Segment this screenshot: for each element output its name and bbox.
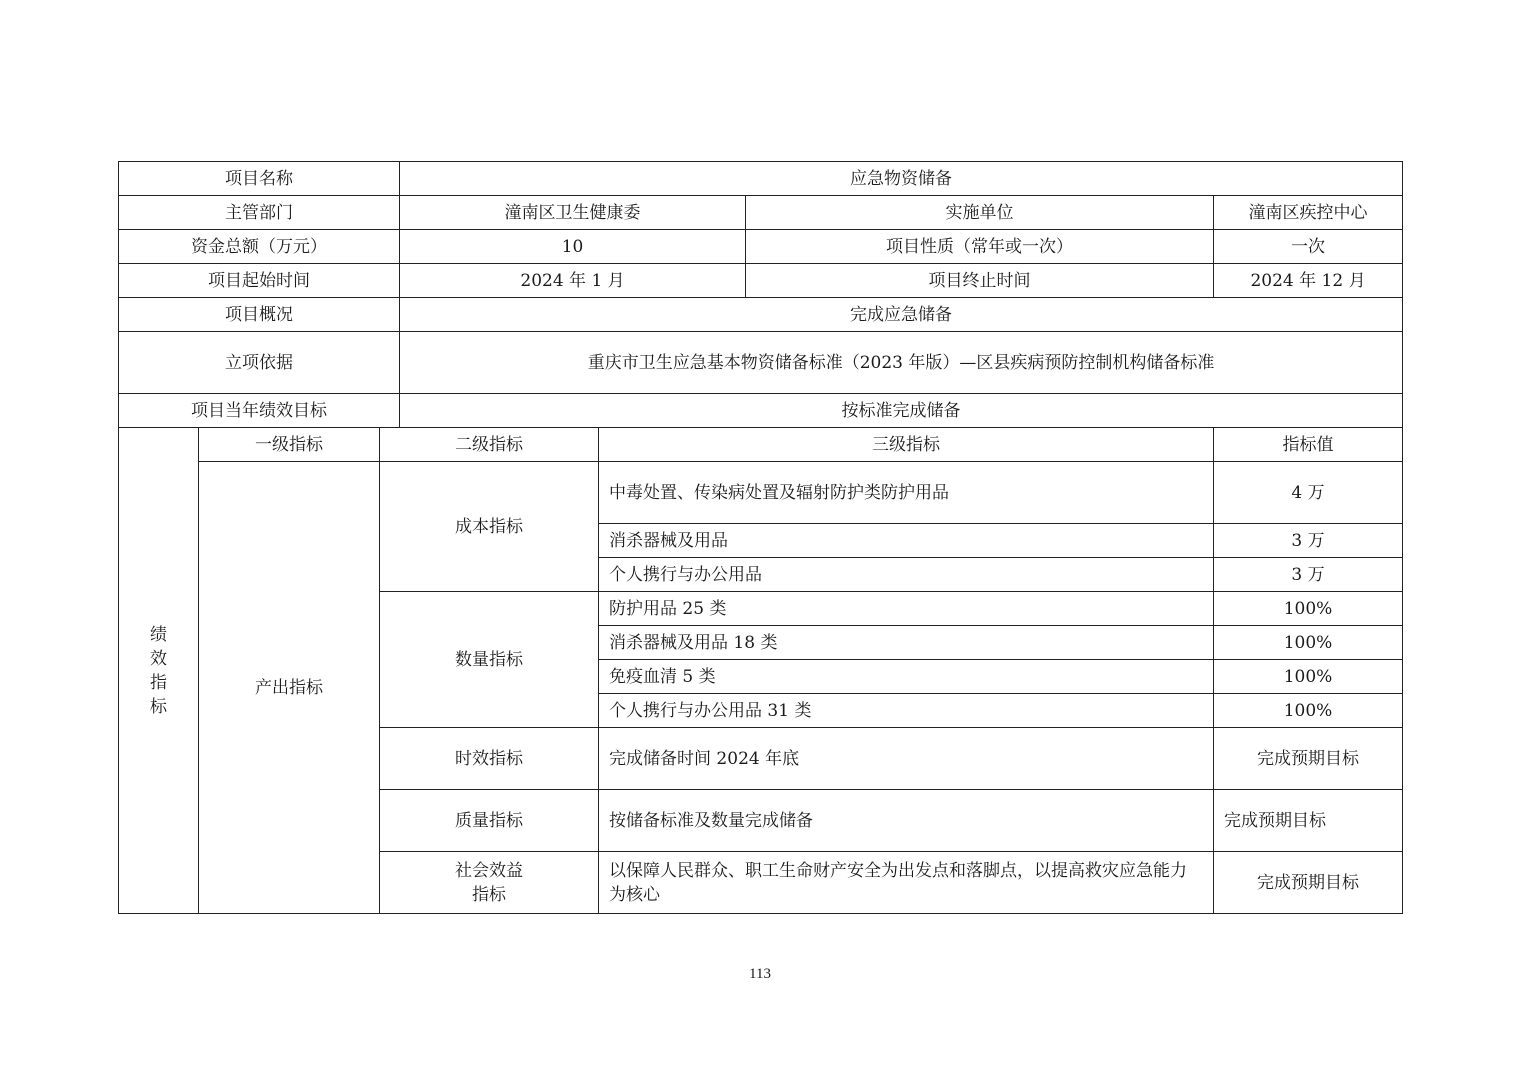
social-label-line1: 社会效益 bbox=[455, 860, 524, 881]
basis-label: 立项依据 bbox=[119, 332, 400, 394]
level2-quantity: 数量指标 bbox=[380, 592, 599, 728]
quantity-value-4: 100% bbox=[1214, 694, 1403, 728]
performance-indicator-side-label bbox=[119, 428, 199, 914]
table-row bbox=[119, 462, 1403, 524]
quantity-item-3: 免疫血清 5 类 bbox=[599, 660, 1214, 694]
row-department bbox=[119, 196, 1403, 230]
timeliness-item: 完成储备时间 2024 年底 bbox=[599, 728, 1214, 790]
side-char-2: 效 bbox=[150, 648, 167, 669]
level2-quality: 质量指标 bbox=[380, 790, 599, 852]
quantity-item-4: 个人携行与办公用品 31 类 bbox=[599, 694, 1214, 728]
quantity-item-2: 消杀器械及用品 18 类 bbox=[599, 626, 1214, 660]
side-char-1: 绩 bbox=[150, 624, 167, 645]
fund-label: 资金总额（万元） bbox=[119, 230, 400, 264]
side-char-4: 标 bbox=[150, 696, 167, 717]
col-level2-header: 二级指标 bbox=[380, 428, 599, 462]
nature-label: 项目性质（常年或一次） bbox=[746, 230, 1214, 264]
col-value-header: 指标值 bbox=[1214, 428, 1403, 462]
start-value: 2024 年 1 月 bbox=[400, 264, 746, 298]
impl-label: 实施单位 bbox=[746, 196, 1214, 230]
level2-cost: 成本指标 bbox=[380, 462, 599, 592]
row-overview bbox=[119, 298, 1403, 332]
social-item: 以保障人民群众、职工生命财产安全为出发点和落脚点，以提高救灾应急能力为核心 bbox=[599, 852, 1214, 914]
social-label-line2: 指标 bbox=[472, 884, 507, 905]
level1-output: 产出指标 bbox=[199, 462, 380, 914]
quantity-item-1: 防护用品 25 类 bbox=[599, 592, 1214, 626]
level2-timeliness: 时效指标 bbox=[380, 728, 599, 790]
social-value: 完成预期目标 bbox=[1214, 852, 1403, 914]
quantity-value-3: 100% bbox=[1214, 660, 1403, 694]
col-level1-header: 一级指标 bbox=[199, 428, 380, 462]
goal-label: 项目当年绩效目标 bbox=[119, 394, 400, 428]
dept-label: 主管部门 bbox=[119, 196, 400, 230]
row-goal bbox=[119, 394, 1403, 428]
performance-target-table bbox=[118, 161, 1403, 914]
quantity-value-1: 100% bbox=[1214, 592, 1403, 626]
goal-value: 按标准完成储备 bbox=[400, 394, 1403, 428]
dept-value: 潼南区卫生健康委 bbox=[400, 196, 746, 230]
cost-value-3: 3 万 bbox=[1214, 558, 1403, 592]
side-char-3: 指 bbox=[150, 672, 167, 693]
timeliness-value: 完成预期目标 bbox=[1214, 728, 1403, 790]
indicator-header-row bbox=[119, 428, 1403, 462]
end-value: 2024 年 12 月 bbox=[1214, 264, 1403, 298]
cost-value-2: 3 万 bbox=[1214, 524, 1403, 558]
start-label: 项目起始时间 bbox=[119, 264, 400, 298]
impl-value: 潼南区疾控中心 bbox=[1214, 196, 1403, 230]
cost-item-3: 个人携行与办公用品 bbox=[599, 558, 1214, 592]
overview-label: 项目概况 bbox=[119, 298, 400, 332]
cost-item-2: 消杀器械及用品 bbox=[599, 524, 1214, 558]
row-fund bbox=[119, 230, 1403, 264]
basis-value: 重庆市卫生应急基本物资储备标准（2023 年版）—区县疾病预防控制机构储备标准 bbox=[400, 332, 1403, 394]
cost-item-1: 中毒处置、传染病处置及辐射防护类防护用品 bbox=[599, 462, 1214, 524]
row-project-name bbox=[119, 162, 1403, 196]
end-label: 项目终止时间 bbox=[746, 264, 1214, 298]
row-time bbox=[119, 264, 1403, 298]
cost-value-1: 4 万 bbox=[1214, 462, 1403, 524]
page-number: 113 bbox=[749, 966, 771, 982]
quality-item: 按储备标准及数量完成储备 bbox=[599, 790, 1214, 852]
overview-value: 完成应急储备 bbox=[400, 298, 1403, 332]
fund-value: 10 bbox=[400, 230, 746, 264]
nature-value: 一次 bbox=[1214, 230, 1403, 264]
row-basis bbox=[119, 332, 1403, 394]
quantity-value-2: 100% bbox=[1214, 626, 1403, 660]
col-level3-header: 三级指标 bbox=[599, 428, 1214, 462]
project-name-value: 应急物资储备 bbox=[400, 162, 1403, 196]
project-name-label: 项目名称 bbox=[119, 162, 400, 196]
quality-value: 完成预期目标 bbox=[1214, 790, 1403, 852]
level2-social bbox=[380, 852, 599, 914]
